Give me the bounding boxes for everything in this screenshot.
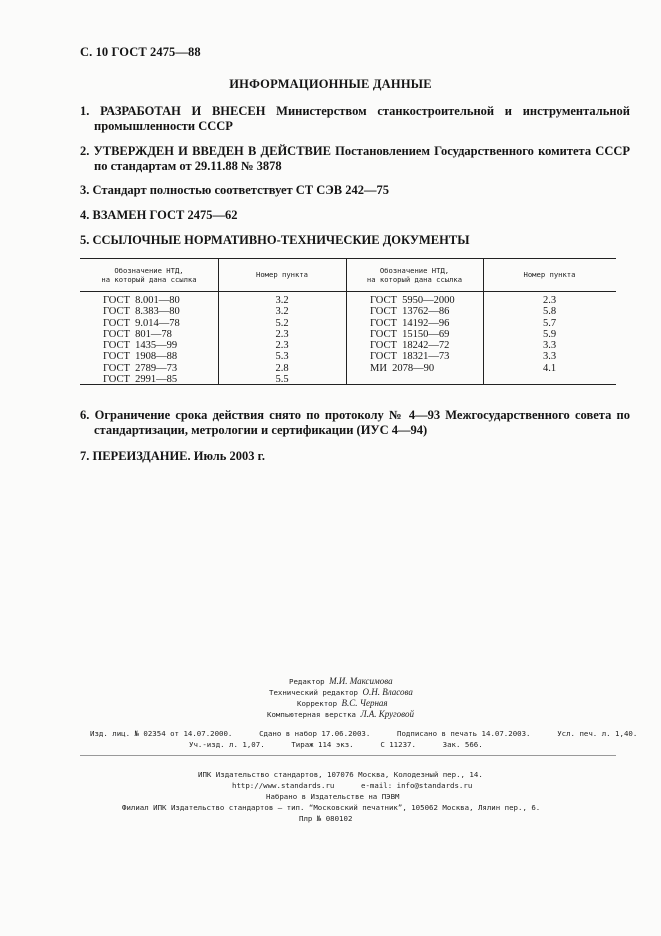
publisher-address: ИПК Издательство стандартов, 107076 Москва, Колодезный пер., 14. xyxy=(198,770,483,779)
table-cell: ГОСТ 14192—96 xyxy=(370,317,450,329)
table-header-point: Номер пункта xyxy=(523,270,576,279)
imprint-editor: Редактор М.И. Максимова xyxy=(289,676,393,686)
table-column-right-docs xyxy=(370,295,455,374)
table-cell: 5.7 xyxy=(542,317,557,329)
imprint-tech-editor: Технический редактор О.Н. Власова xyxy=(269,687,413,697)
item-number: 5. xyxy=(80,233,90,247)
imprint-divider xyxy=(80,755,616,756)
info-item-6 xyxy=(80,408,630,438)
table-cell: 5.3 xyxy=(275,351,289,363)
table-cell: ГОСТ 15150—69 xyxy=(370,328,450,340)
table-header-rule xyxy=(80,291,616,292)
table-cell: 2.3 xyxy=(275,328,289,340)
table-cell: 2.3 xyxy=(542,295,557,306)
table-column-left-points xyxy=(218,295,346,385)
section-title: ИНФОРМАЦИОННЫЕ ДАННЫЕ xyxy=(229,77,432,91)
table-cell: 5.9 xyxy=(542,328,557,340)
table-cell: 3.3 xyxy=(542,351,557,363)
table-cell: ГОСТ 801—78 xyxy=(103,328,172,340)
table-cell: 5.5 xyxy=(275,374,289,386)
info-item-7 xyxy=(80,449,616,464)
item-number: 2. xyxy=(80,144,90,158)
table-cell: ГОСТ 2789—73 xyxy=(103,362,178,374)
table-cell: 3.2 xyxy=(275,295,289,306)
publisher-contacts: http://www.standards.ru e-mail: info@standards.ru xyxy=(232,781,473,790)
printer-license: Плр № 080102 xyxy=(299,814,353,823)
item-number: 3. xyxy=(80,183,90,197)
table-header-point: Номер пункта xyxy=(256,270,308,279)
table-cell: 2.8 xyxy=(275,362,289,374)
info-item-2 xyxy=(80,144,630,174)
publisher-typeset: Набрано в Издательстве на ПЭВМ xyxy=(266,792,400,801)
table-cell: ГОСТ 18321—73 xyxy=(370,351,450,363)
item-number: 7. xyxy=(80,449,90,463)
item-number: 6. xyxy=(80,408,90,422)
info-item-5 xyxy=(80,233,616,248)
table-cell: ГОСТ 1908—88 xyxy=(103,351,178,363)
imprint-layout: Компьютерная верстка Л.А. Круговой xyxy=(267,709,414,719)
table-cell: ГОСТ 8.001—80 xyxy=(103,295,180,306)
table-cell: 3.3 xyxy=(542,340,557,352)
table-cell: ГОСТ 13762—86 xyxy=(370,306,450,318)
info-item-3 xyxy=(80,183,616,198)
page-header: С. 10 ГОСТ 2475—88 xyxy=(80,45,201,59)
item-lead: ВЗАМЕН ГОСТ 2475—62 xyxy=(92,208,238,222)
table-header-doc: Обозначение НТД, на который дана ссылка xyxy=(366,265,463,284)
table-cell: ГОСТ 1435—99 xyxy=(103,340,178,352)
table-header-doc: Обозначение НТД, на который дана ссылка xyxy=(101,265,197,284)
item-number: 4. xyxy=(80,208,90,222)
table-cell: ГОСТ 5950—2000 xyxy=(370,295,455,306)
table-cell: 5.2 xyxy=(275,317,289,329)
imprint-line-1: Изд. лиц. № 02354 от 14.07.2000. Сдано в набор 17.06.2003. Подписано в печать 14.07.2003. Усл. печ. л. 1,40. xyxy=(90,729,638,738)
imprint-line-2: Уч.-изд. л. 1,07. Тираж 114 экз. С 11237. Зак. 566. xyxy=(189,740,483,749)
table-cell: ГОСТ 8.383—80 xyxy=(103,306,180,318)
table-cell: 5.8 xyxy=(542,306,557,318)
item-text: Стандарт полностью соответствует СТ СЭВ 242—75 xyxy=(92,183,389,197)
reference-table xyxy=(80,258,616,384)
item-text: Министерством станкостроительной и инструментальной промышленности СССР xyxy=(94,104,631,133)
table-cell: 3.2 xyxy=(275,306,289,318)
table-column-right-points xyxy=(483,295,616,374)
table-cell: ГОСТ 18242—72 xyxy=(370,340,450,352)
info-item-4 xyxy=(80,208,616,223)
table-cell: ГОСТ 9.014—78 xyxy=(103,317,180,329)
table-cell: МИ 2078—90 xyxy=(370,362,435,374)
printer-address: Филиал ИПК Издательство стандартов — тип. “Московский печатник”, 105062 Москва, Лялин пер., 6. xyxy=(122,803,541,812)
item-text: Постановлением Государственного комитета СССР по стандартам от 29.11.88 № 3878 xyxy=(94,144,631,173)
table-column-left-docs xyxy=(103,295,180,385)
table-cell: 4.1 xyxy=(542,362,557,374)
item-lead: УТВЕРЖДЕН И ВВЕДЕН В ДЕЙСТВИЕ xyxy=(93,144,331,158)
item-number: 1. xyxy=(80,104,90,118)
item-lead: РАЗРАБОТАН И ВНЕСЕН xyxy=(100,104,266,118)
item-text: Июль 2003 г. xyxy=(193,449,265,463)
imprint-corrector: Корректор В.С. Черная xyxy=(297,698,388,708)
item-text: Ограничение срока действия снято по протоколу № 4—93 Межгосударственного совета по стандартизации, метрологии и сертификации (ИУС 4—94) xyxy=(94,408,630,437)
item-lead: ССЫЛОЧНЫЕ НОРМАТИВНО-ТЕХНИЧЕСКИЕ ДОКУМЕНТЫ xyxy=(92,233,470,247)
table-cell: ГОСТ 2991—85 xyxy=(103,374,178,386)
item-lead: ПЕРЕИЗДАНИЕ. xyxy=(92,449,191,463)
table-cell: 2.3 xyxy=(275,340,289,352)
info-item-1 xyxy=(80,104,630,134)
